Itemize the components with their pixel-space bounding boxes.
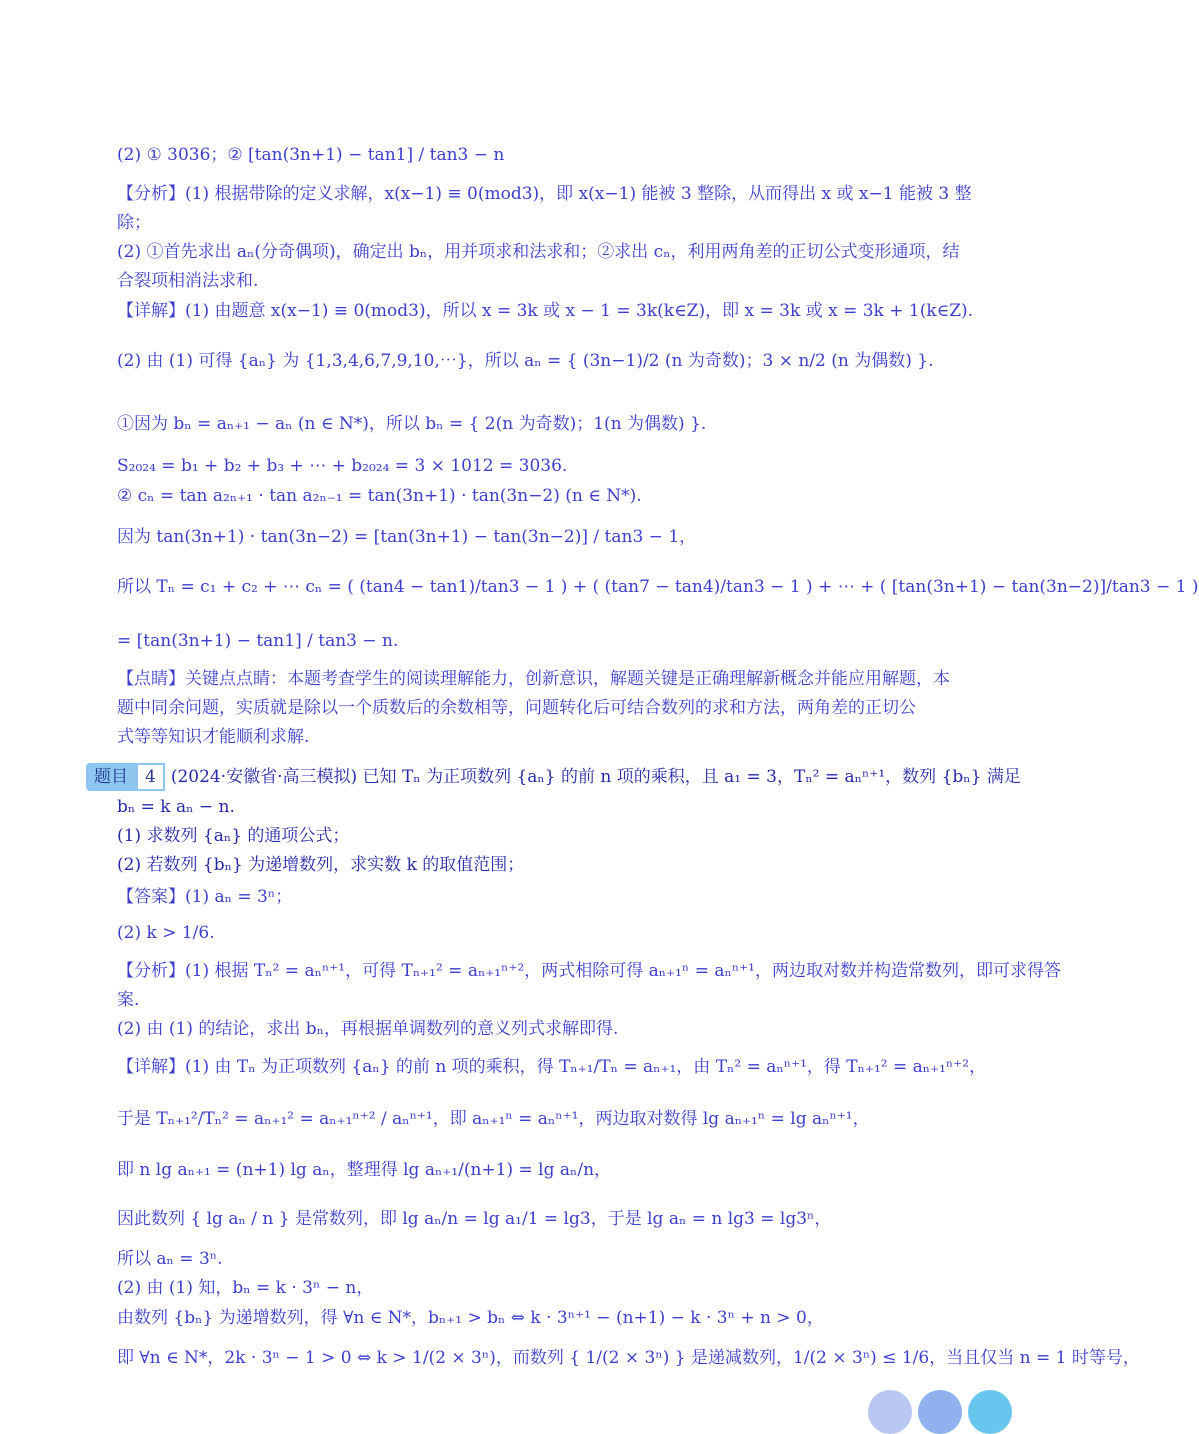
key-point-line: 式等等知识才能顺利求解. — [117, 727, 310, 747]
decorative-circle — [868, 1390, 912, 1434]
analysis-line: 【分析】(1) 根据带除的定义求解，x(x−1) ≡ 0(mod3)，即 x(x−1) 能被 3 整除，从而得出 x 或 x−1 能被 3 整 — [117, 184, 972, 204]
detail-line: S₂₀₂₄ = b₁ + b₂ + b₃ + ⋯ + b₂₀₂₄ = 3 × 1012 = 3036. — [117, 456, 568, 476]
problem-line: (1) 求数列 {aₙ} 的通项公式； — [117, 826, 350, 846]
detail-line: (2) 由 (1) 可得 {aₙ} 为 {1,3,4,6,7,9,10,⋯}，所以 aₙ = { (3n−1)/2 (n 为奇数)；3 × n/2 (n 为偶数) }. — [117, 351, 934, 371]
key-point-line: 题中同余问题，实质就是除以一个质数后的余数相等，问题转化后可结合数列的求和方法，两角差的正切公 — [117, 698, 916, 718]
detail-line: 【详解】(1) 由 Tₙ 为正项数列 {aₙ} 的前 n 项的乘积，得 Tₙ₊₁/Tₙ = aₙ₊₁，由 Tₙ² = aₙⁿ⁺¹，得 Tₙ₊₁² = aₙ₊₁ⁿ⁺²， — [117, 1057, 987, 1077]
detail-line: 即 ∀n ∈ N*，2k · 3ⁿ − 1 > 0 ⇔ k > 1/(2 × 3ⁿ)，而数列 { 1/(2 × 3ⁿ) } 是递减数列，1/(2 × 3ⁿ) ≤ 1/6，当且仅当 n = 1 时等号， — [117, 1348, 1140, 1368]
problem-line: (2) 若数列 {bₙ} 为递增数列，求实数 k 的取值范围； — [117, 855, 525, 875]
analysis-line: 除； — [117, 213, 151, 233]
detail-line: = [tan(3n+1) − tan1] / tan3 − n. — [117, 631, 399, 651]
detail-line: 于是 Tₙ₊₁²/Tₙ² = aₙ₊₁² = aₙ₊₁ⁿ⁺² / aₙⁿ⁺¹，即 aₙ₊₁ⁿ = aₙⁿ⁺¹，两边取对数得 lg aₙ₊₁ⁿ = lg aₙⁿ⁺¹， — [117, 1109, 870, 1129]
detail-line: ② cₙ = tan a₂ₙ₊₁ · tan a₂ₙ₋₁ = tan(3n+1) · tan(3n−2) (n ∈ N*). — [117, 486, 642, 506]
problem-statement: (2024·安徽省·高三模拟) 已知 Tₙ 为正项数列 {aₙ} 的前 n 项的乘积，且 a₁ = 3，Tₙ² = aₙⁿ⁺¹，数列 {bₙ} 满足 — [170, 767, 1021, 787]
detail-line: 由数列 {bₙ} 为递增数列，得 ∀n ∈ N*，bₙ₊₁ > bₙ ⇔ k · 3ⁿ⁺¹ − (n+1) − k · 3ⁿ + n > 0， — [117, 1308, 824, 1328]
analysis-line: (2) 由 (1) 的结论，求出 bₙ，再根据单调数列的意义列式求解即得. — [117, 1019, 619, 1039]
problem-header — [86, 763, 1021, 791]
detail-line: ①因为 bₙ = aₙ₊₁ − aₙ (n ∈ N*)，所以 bₙ = { 2(n 为奇数)；1(n 为偶数) }. — [117, 414, 707, 434]
analysis-line: (2) ①首先求出 aₙ(分奇偶项)，确定出 bₙ，用并项求和法求和；②求出 cₙ，利用两角差的正切公式变形通项，结 — [117, 242, 960, 262]
detail-line: (2) 由 (1) 知，bₙ = k · 3ⁿ − n， — [117, 1278, 374, 1298]
answer-line: 【答案】(1) aₙ = 3ⁿ； — [117, 887, 293, 907]
detail-line: 【详解】(1) 由题意 x(x−1) ≡ 0(mod3)，所以 x = 3k 或 x − 1 = 3k(k∈Z)，即 x = 3k 或 x = 3k + 1(k∈Z). — [117, 301, 974, 321]
analysis-line: 【分析】(1) 根据 Tₙ² = aₙⁿ⁺¹，可得 Tₙ₊₁² = aₙ₊₁ⁿ⁺²，两式相除可得 aₙ₊₁ⁿ = aₙⁿ⁺¹，两边取对数并构造常数列，即可求得答 — [117, 961, 1061, 981]
analysis-line: 案. — [117, 990, 140, 1010]
detail-line: 所以 aₙ = 3ⁿ. — [117, 1249, 223, 1269]
problem-number-badge: 4 — [136, 763, 165, 791]
analysis-line: 合裂项相消法求和. — [117, 271, 259, 291]
answer-line: (2) k > 1/6. — [117, 923, 215, 943]
problem-label-badge: 题目 — [86, 763, 136, 791]
detail-line: 所以 Tₙ = c₁ + c₂ + ⋯ cₙ = ( (tan4 − tan1)/tan3 − 1 ) + ( (tan7 − tan4)/tan3 − 1 ) + ⋯ + ( [tan(3n+1) − tan(3n−2)]/tan3 − 1 ) — [117, 577, 1199, 597]
key-point-line: 【点睛】关键点点睛：本题考查学生的阅读理解能力，创新意识，解题关键是正确理解新概念并能应用解题，本 — [117, 669, 950, 689]
decorative-circle — [918, 1390, 962, 1434]
decorative-circle — [968, 1390, 1012, 1434]
answer-line: (2) ① 3036；② [tan(3n+1) − tan1] / tan3 − n — [117, 145, 505, 165]
detail-line: 因为 tan(3n+1) · tan(3n−2) = [tan(3n+1) − tan(3n−2)] / tan3 − 1， — [117, 527, 697, 547]
detail-line: 因此数列 { lg aₙ / n } 是常数列，即 lg aₙ/n = lg a₁/1 = lg3，于是 lg aₙ = n lg3 = lg3ⁿ， — [117, 1209, 832, 1229]
detail-line: 即 n lg aₙ₊₁ = (n+1) lg aₙ，整理得 lg aₙ₊₁/(n+1) = lg aₙ/n， — [117, 1160, 612, 1180]
problem-line: bₙ = k aₙ − n. — [117, 797, 235, 817]
